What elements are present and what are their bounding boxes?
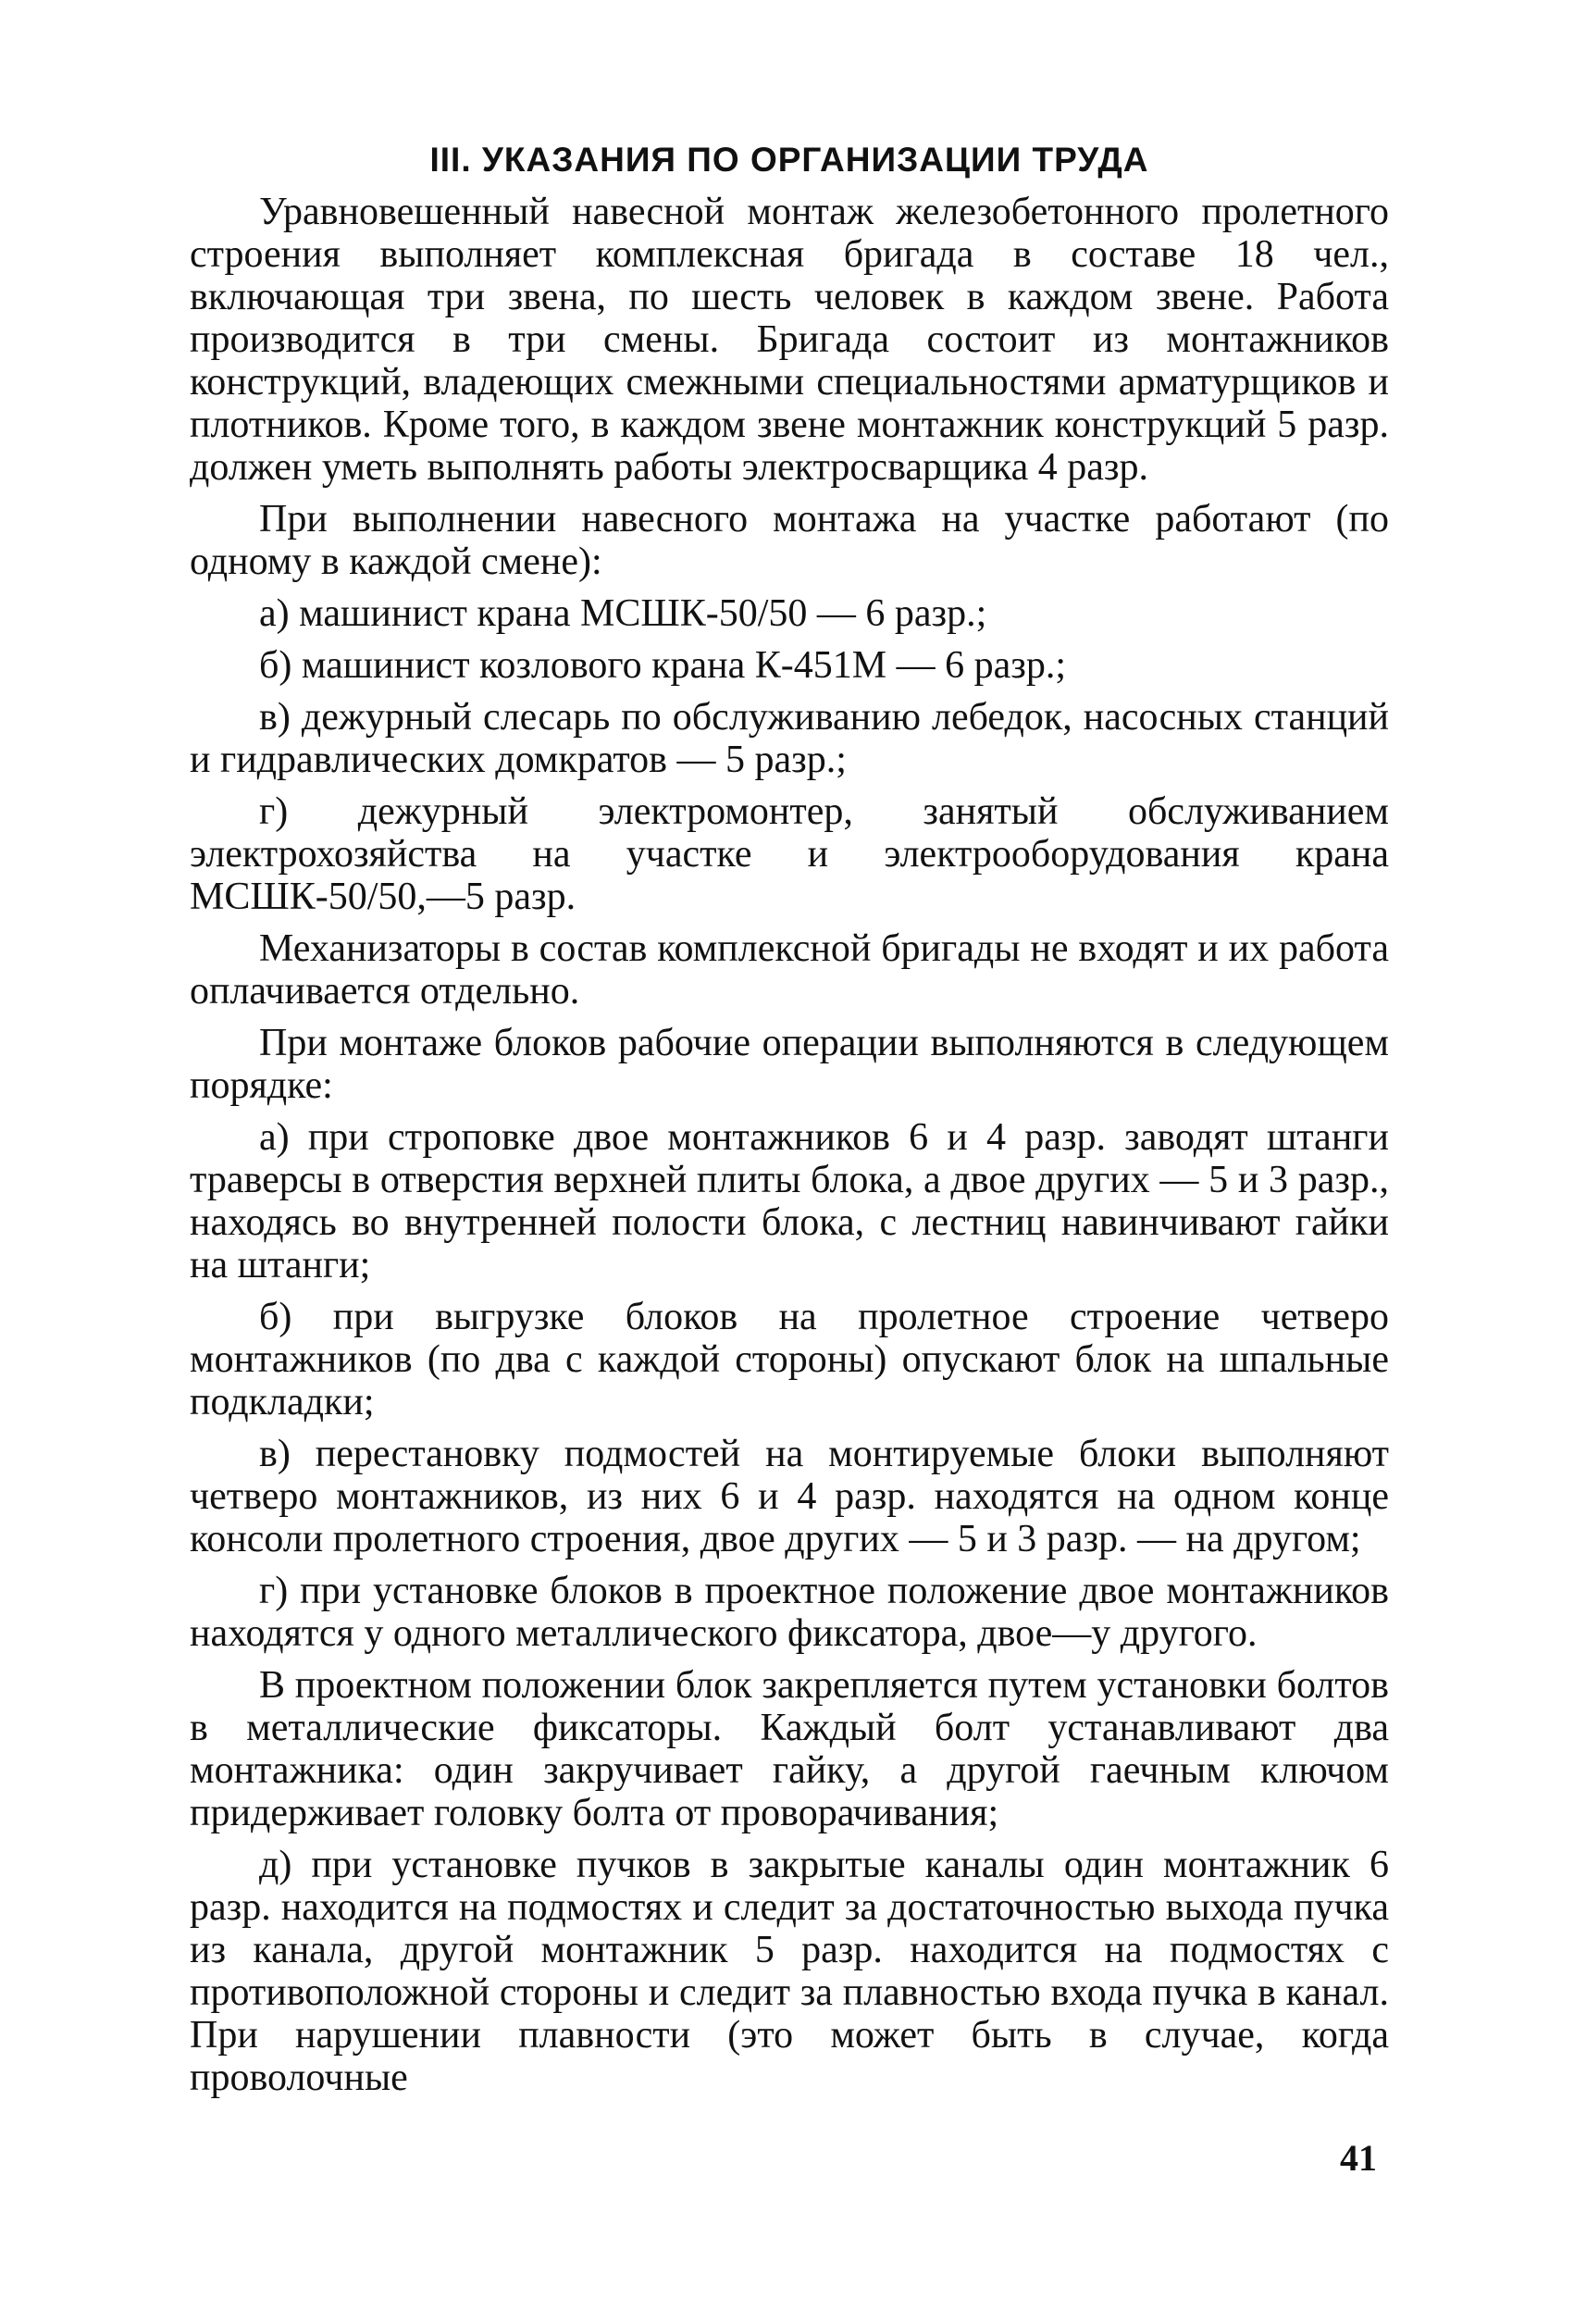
paragraph-5: в) дежурный слесарь по обслуживанию лебедок, насосных станций и гидравлических домкратов — 5 разр.; xyxy=(190,696,1389,781)
paragraph-8: При монтаже блоков рабочие операции выполняются в следующем порядке: xyxy=(190,1022,1389,1107)
paragraph-7: Механизаторы в состав комплексной бригады не входят и их работа оплачивается отдельно. xyxy=(190,927,1389,1013)
paragraph-9: а) при строповке двое монтажников 6 и 4 разр. заводят штанги траверсы в отверстия верхней плиты блока, а двое других — 5 и 3 разр., находясь во внутренней полости блока, с лестниц навинчивают гайки на штанги; xyxy=(190,1116,1389,1286)
paragraph-11: в) перестановку подмостей на монтируемые блоки выполняют четверо монтажников, из них 6 и 4 разр. находятся на одном конце консоли пролетного строения, двое других — 5 и 3 разр. — на другом; xyxy=(190,1433,1389,1560)
section-heading: III. УКАЗАНИЯ ПО ОРГАНИЗАЦИИ ТРУДА xyxy=(429,141,1149,179)
paragraph-2: При выполнении навесного монтажа на участке работают (по одному в каждой смене): xyxy=(190,498,1389,583)
paragraph-4: б) машинист козлового крана К-451М — 6 разр.; xyxy=(259,644,1067,687)
paragraph-1: Уравновешенный навесной монтаж железобетонного пролетного строения выполняет комплексная бригада в составе 18 чел., включающая три звена, по шесть человек в каждом звене. Работа производится в три смены. Бригада состоит из монтажников конструкций, владеющих смежными специальностями арматурщиков и плотников. Кроме того, в каждом звене монтажник конструкций 5 разр. должен уметь выполнять работы электросварщика 4 разр. xyxy=(190,191,1389,489)
paragraph-10: б) при выгрузке блоков на пролетное строение четверо монтажников (по два с каждой стороны) опускают блок на шпальные подкладки; xyxy=(190,1296,1389,1423)
paragraph-14: д) при установке пучков в закрытые каналы один монтажник 6 разр. находится на подмостях и следит за достаточностью выхода пучка из канала, другой монтажник 5 разр. находится на подмостях с противоположной стороны и следит за плавностью входа пучка в канал. При нарушении плавности (это может быть в случае, когда проволочные xyxy=(190,1844,1389,2099)
page-number: 41 xyxy=(1340,2137,1377,2179)
body-text xyxy=(190,191,1389,2099)
paragraph-3: а) машинист крана МСШК-50/50 — 6 разр.; xyxy=(259,592,987,635)
paragraph-12: г) при установке блоков в проектное положение двое монтажников находятся у одного металлического фиксатора, двое—у другого. xyxy=(190,1570,1389,1655)
paragraph-6: г) дежурный электромонтер, занятый обслуживанием электрохозяйства на участке и электрооборудования крана МСШК-50/50,—5 разр. xyxy=(190,790,1389,918)
document-page xyxy=(190,139,1389,2268)
paragraph-13: В проектном положении блок закрепляется путем установки болтов в металлические фиксаторы. Каждый болт устанавливают два монтажника: один закручивает гайку, а другой гаечным ключом придерживает головку болта от проворачивания; xyxy=(190,1664,1389,1834)
